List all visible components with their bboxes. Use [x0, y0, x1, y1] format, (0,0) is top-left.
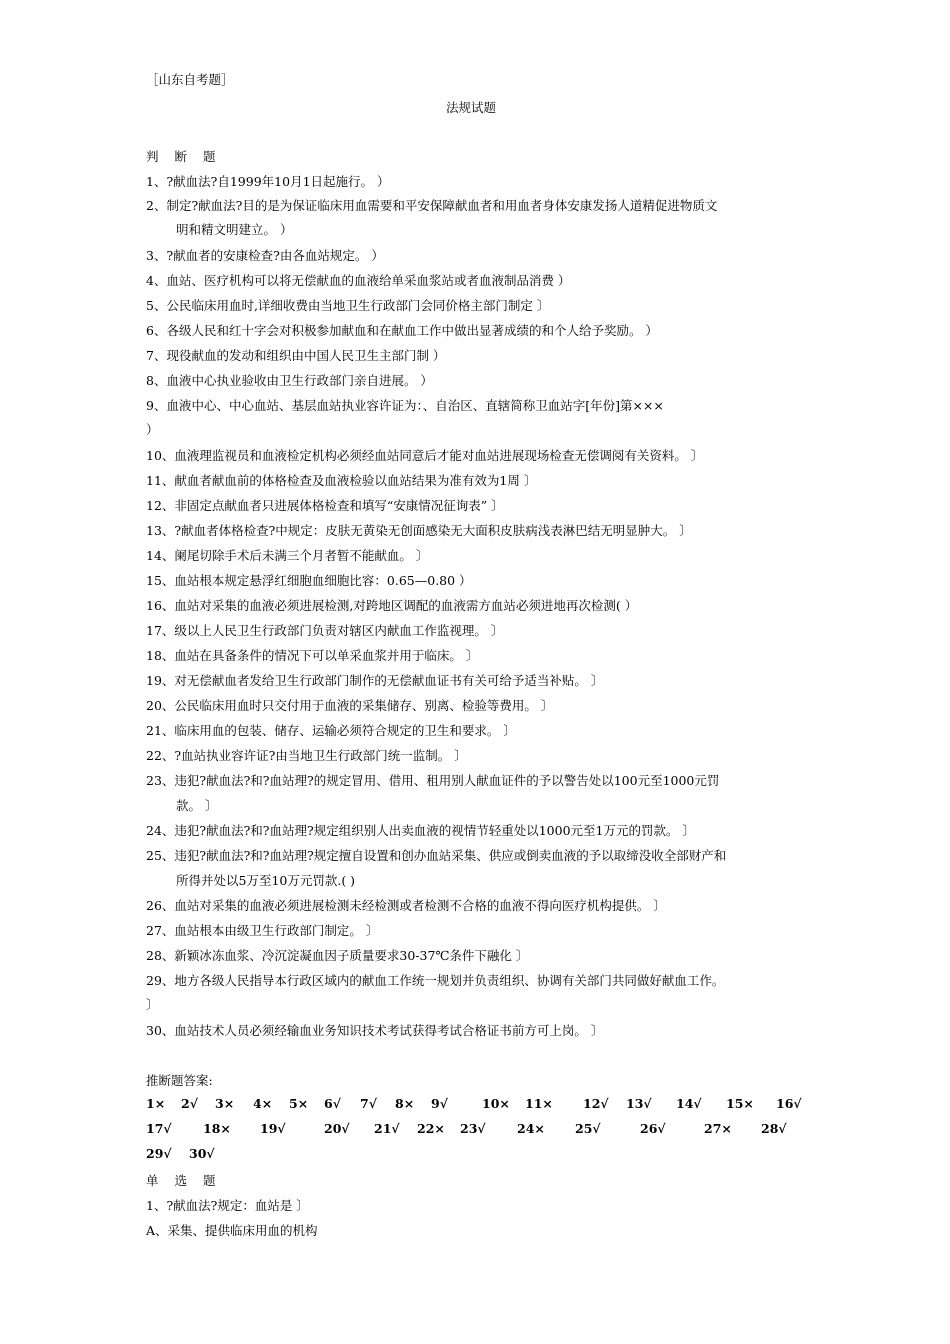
answer-item: 26√	[640, 1121, 666, 1136]
answer-item: 5×	[289, 1096, 309, 1111]
single-choice-option-a: A、采集、提供临床用血的机构	[146, 1223, 318, 1238]
question-23-continued: 款。 〕	[176, 798, 218, 813]
answer-item: 24×	[517, 1121, 545, 1136]
question-19: 19、对无偿献血者发给卫生行政部门制作的无偿献血证书有关可给予适当补贴。 〕	[146, 673, 604, 688]
question-4: 4、血站、医疗机构可以将无偿献血的血液给单采血浆站或者血液制品消费 ）	[146, 273, 571, 288]
answer-item: 10×	[482, 1096, 510, 1111]
question-7: 7、现役献血的发动和组织由中国人民卫生主部门制 ）	[146, 348, 446, 363]
answer-item: 25√	[575, 1121, 601, 1136]
answer-item: 28√	[761, 1121, 787, 1136]
answer-item: 14√	[676, 1096, 702, 1111]
question-1: 1、?献血法?自1999年10月1日起施行。 ）	[146, 174, 390, 189]
question-13: 13、?献血者体格检查?中规定：皮肤无黄染无创面感染无大面积皮肤病浅表淋巴结无明显肿大。 〕	[146, 523, 692, 538]
answer-item: 19√	[260, 1121, 286, 1136]
question-16: 16、血站对采集的血液必须进展检测,对跨地区调配的血液需方血站必须进地再次检测( ）	[146, 598, 638, 613]
answer-item: 20√	[324, 1121, 350, 1136]
answer-item: 27×	[704, 1121, 732, 1136]
source-tag: ［山东自考题］	[146, 72, 234, 87]
question-29: 29、地方各级人民指导本行政区域内的献血工作统一规划并负责组织、协调有关部门共同做好献血工作。	[146, 973, 725, 988]
answer-item: 7√	[360, 1096, 377, 1111]
page-title: 法规试题	[446, 100, 497, 115]
answer-item: 23√	[460, 1121, 486, 1136]
question-8: 8、血液中心执业验收由卫生行政部门亲自进展。 ）	[146, 373, 433, 388]
judge-section-heading: 判 断 题	[146, 149, 222, 164]
question-10: 10、血液理监视员和血液检定机构必须经血站同意后才能对血站进展现场检查无偿调阅有关资料。 〕	[146, 448, 704, 463]
answer-item: 18×	[203, 1121, 231, 1136]
answer-item: 9√	[431, 1096, 448, 1111]
answer-item: 4×	[253, 1096, 273, 1111]
answers-heading: 推断题答案:	[146, 1073, 213, 1088]
question-2-continued: 明和精文明建立。 ）	[176, 222, 293, 237]
question-29-continued: 〕	[146, 997, 159, 1012]
question-9: 9、血液中心、中心血站、基层血站执业容许证为：、自治区、直辖简称卫血站字[年份]第×××	[146, 398, 664, 413]
answer-item: 29√	[146, 1146, 172, 1161]
question-9-continued: ）	[146, 422, 159, 437]
question-25-continued: 所得并处以5万至10万元罚款.( )	[176, 873, 356, 888]
answer-item: 15×	[726, 1096, 754, 1111]
question-11: 11、献血者献血前的体格检查及血液检验以血站结果为准有效为1周 〕	[146, 473, 537, 488]
question-14: 14、阑尾切除手术后未满三个月者暂不能献血。 〕	[146, 548, 429, 563]
answer-item: 6√	[324, 1096, 341, 1111]
answer-item: 3×	[215, 1096, 235, 1111]
question-30: 30、血站技术人员必须经输血业务知识技术考试获得考试合格证书前方可上岗。 〕	[146, 1023, 604, 1038]
answer-item: 22×	[417, 1121, 445, 1136]
question-21: 21、临床用血的包装、储存、运输必须符合规定的卫生和要求。 〕	[146, 723, 516, 738]
question-20: 20、公民临床用血时只交付用于血液的采集储存、别离、检验等费用。 〕	[146, 698, 554, 713]
question-3: 3、?献血者的安康检查?由各血站规定。 ）	[146, 248, 384, 263]
question-6: 6、各级人民和红十字会对积极参加献血和在献血工作中做出显著成绩的和个人给予奖励。 ）	[146, 323, 658, 338]
question-26: 26、血站对采集的血液必须进展检测未经检测或者检测不合格的血液不得向医疗机构提供。 〕	[146, 898, 666, 913]
question-23: 23、违犯?献血法?和?血站理?的规定冒用、借用、租用别人献血证件的予以警告处以100元至1000元罚	[146, 773, 720, 788]
answer-item: 16√	[776, 1096, 802, 1111]
answer-item: 11×	[525, 1096, 553, 1111]
question-15: 15、血站根本规定悬浮红细胞血细胞比容：0.65—0.80 ）	[146, 573, 472, 588]
question-12: 12、非固定点献血者只进展体格检查和填写“安康情况征询表” 〕	[146, 498, 504, 513]
question-17: 17、级以上人民卫生行政部门负责对辖区内献血工作监视理。 〕	[146, 623, 504, 638]
answer-item: 30√	[189, 1146, 215, 1161]
question-24: 24、违犯?献血法?和?血站理?规定组织别人出卖血液的视情节轻重处以1000元至1万元的罚款。 〕	[146, 823, 695, 838]
single-choice-question-1: 1、?献血法?规定：血站是 〕	[146, 1198, 309, 1213]
question-18: 18、血站在具备条件的情况下可以单采血浆并用于临床。 〕	[146, 648, 479, 663]
answer-item: 12√	[583, 1096, 609, 1111]
answer-item: 17√	[146, 1121, 172, 1136]
question-2: 2、制定?献血法?目的是为保证临床用血需要和平安保障献血者和用血者身体安康发扬人道精促进物质文	[146, 198, 718, 213]
answer-item: 13√	[626, 1096, 652, 1111]
answer-item: 8×	[395, 1096, 415, 1111]
answer-item: 1×	[146, 1096, 166, 1111]
answer-item: 21√	[374, 1121, 400, 1136]
question-28: 28、新颖冰冻血浆、冷沉淀凝血因子质量要求30-37℃条件下融化 〕	[146, 948, 529, 963]
question-27: 27、血站根本由级卫生行政部门制定。 〕	[146, 923, 379, 938]
answer-item: 2√	[181, 1096, 198, 1111]
question-25: 25、违犯?献血法?和?血站理?规定擅自设置和创办血站采集、供应或倒卖血液的予以取缔没收全部财产和	[146, 848, 727, 863]
question-22: 22、?血站执业容许证?由当地卫生行政部门统一监制。 〕	[146, 748, 467, 763]
question-5: 5、公民临床用血时,详细收费由当地卫生行政部门会同价格主部门制定 〕	[146, 298, 550, 313]
single-choice-heading: 单 选 题	[146, 1173, 222, 1188]
